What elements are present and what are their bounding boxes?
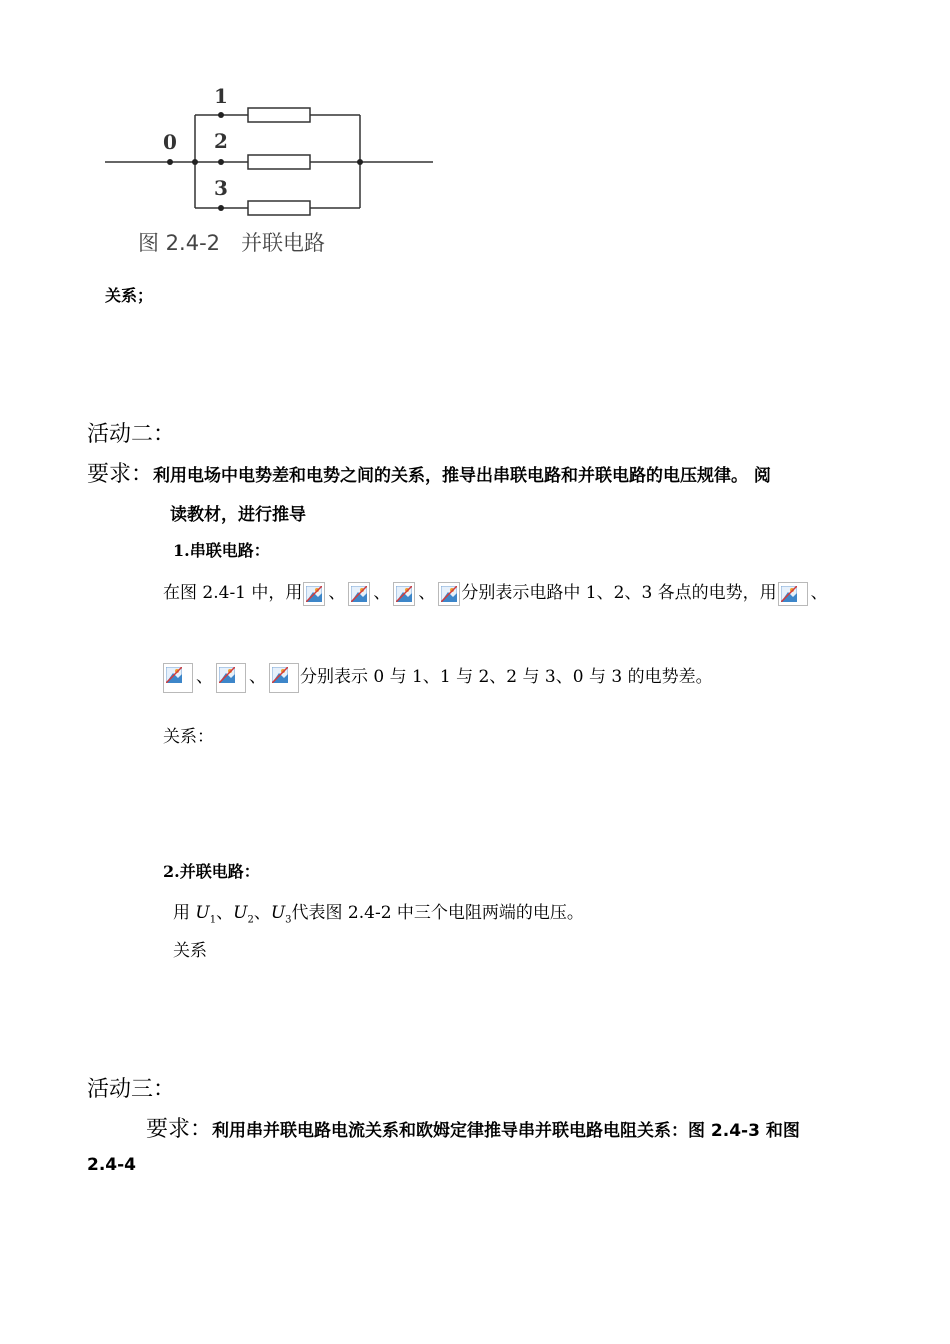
parallel-line-rest: 代表图 2.4-2 中三个电阻两端的电压。 xyxy=(291,903,584,923)
broken-image-icon xyxy=(216,663,246,693)
separator: 、 xyxy=(216,903,234,923)
node-label-3: 3 xyxy=(214,176,228,200)
parallel-title: 2.并联电路： xyxy=(163,862,260,881)
top-relation-label: 关系； xyxy=(105,286,154,305)
series-line1-a: 在图 2.4-1 中，用 xyxy=(163,583,303,603)
broken-image-icon xyxy=(163,663,193,693)
broken-image-icon xyxy=(393,582,415,606)
var-u3: U xyxy=(270,903,286,923)
series-line-2: 、 、 分别表示 0 与 1、1 与 2、2 与 3、0 与 3 的电势差。 xyxy=(162,662,713,693)
resistor-1 xyxy=(248,108,310,122)
var-u2: U xyxy=(233,903,248,923)
sub-3: 3 xyxy=(285,914,292,926)
node-1 xyxy=(218,112,224,118)
node-3 xyxy=(218,205,224,211)
activity3-req-text-2: 2.4-4 xyxy=(87,1155,136,1175)
activity2-req-text-1: 利用电场中电势差和电势之间的关系，推导出串联电路和并联电路的电压规律。 阅 xyxy=(153,466,771,486)
node-label-2: 2 xyxy=(214,129,228,153)
resistor-3 xyxy=(248,201,310,215)
node-0 xyxy=(167,159,173,165)
separator: 、 xyxy=(253,903,271,923)
parallel-circuit-figure xyxy=(100,85,440,264)
parallel-circuit-diagram xyxy=(100,85,440,260)
parallel-relation: 关系 xyxy=(173,941,207,961)
broken-image-icon xyxy=(269,663,299,693)
series-title: 1.串联电路： xyxy=(173,541,270,560)
series-line-1: 在图 2.4-1 中，用 、 、 、 分别表示电路中 1、2、3 各点的电势，用 、 xyxy=(163,578,830,606)
activity3-heading: 活动三： xyxy=(87,1077,176,1102)
node-label-0: 0 xyxy=(163,130,177,154)
activity2-requirement xyxy=(87,457,771,488)
parallel-line-use: 用 xyxy=(173,903,190,923)
broken-image-icon xyxy=(348,582,370,606)
series-line2-b: 分别表示 0 与 1、1 与 2、2 与 3、0 与 3 的电势差。 xyxy=(300,667,713,687)
parallel-line xyxy=(173,898,584,925)
broken-image-icon xyxy=(438,582,460,606)
sub-1: 1 xyxy=(209,914,217,926)
broken-image-icon xyxy=(778,582,808,606)
activity2-req-label: 要求： xyxy=(87,462,154,487)
figure-caption: 图 2.4-2 并联电路 xyxy=(138,231,326,255)
activity3-requirement xyxy=(146,1112,800,1143)
activity2-req-text-2: 读教材，进行推导 xyxy=(170,505,306,525)
activity3-req-label: 要求： xyxy=(146,1117,213,1142)
sub-2: 2 xyxy=(247,914,254,926)
activity2-heading: 活动二： xyxy=(87,422,176,447)
series-relation: 关系： xyxy=(163,727,214,747)
node-label-1: 1 xyxy=(214,85,228,108)
node-2 xyxy=(218,159,224,165)
broken-image-icon xyxy=(303,582,325,606)
var-u1: U xyxy=(195,903,210,923)
resistor-2 xyxy=(248,155,310,169)
series-line1-b: 分别表示电路中 1、2、3 各点的电势，用 xyxy=(461,583,777,603)
activity3-req-text-1: 利用串并联电路电流关系和欧姆定律推导串并联电路电阻关系：图 2.4-3 和图 xyxy=(212,1121,800,1141)
